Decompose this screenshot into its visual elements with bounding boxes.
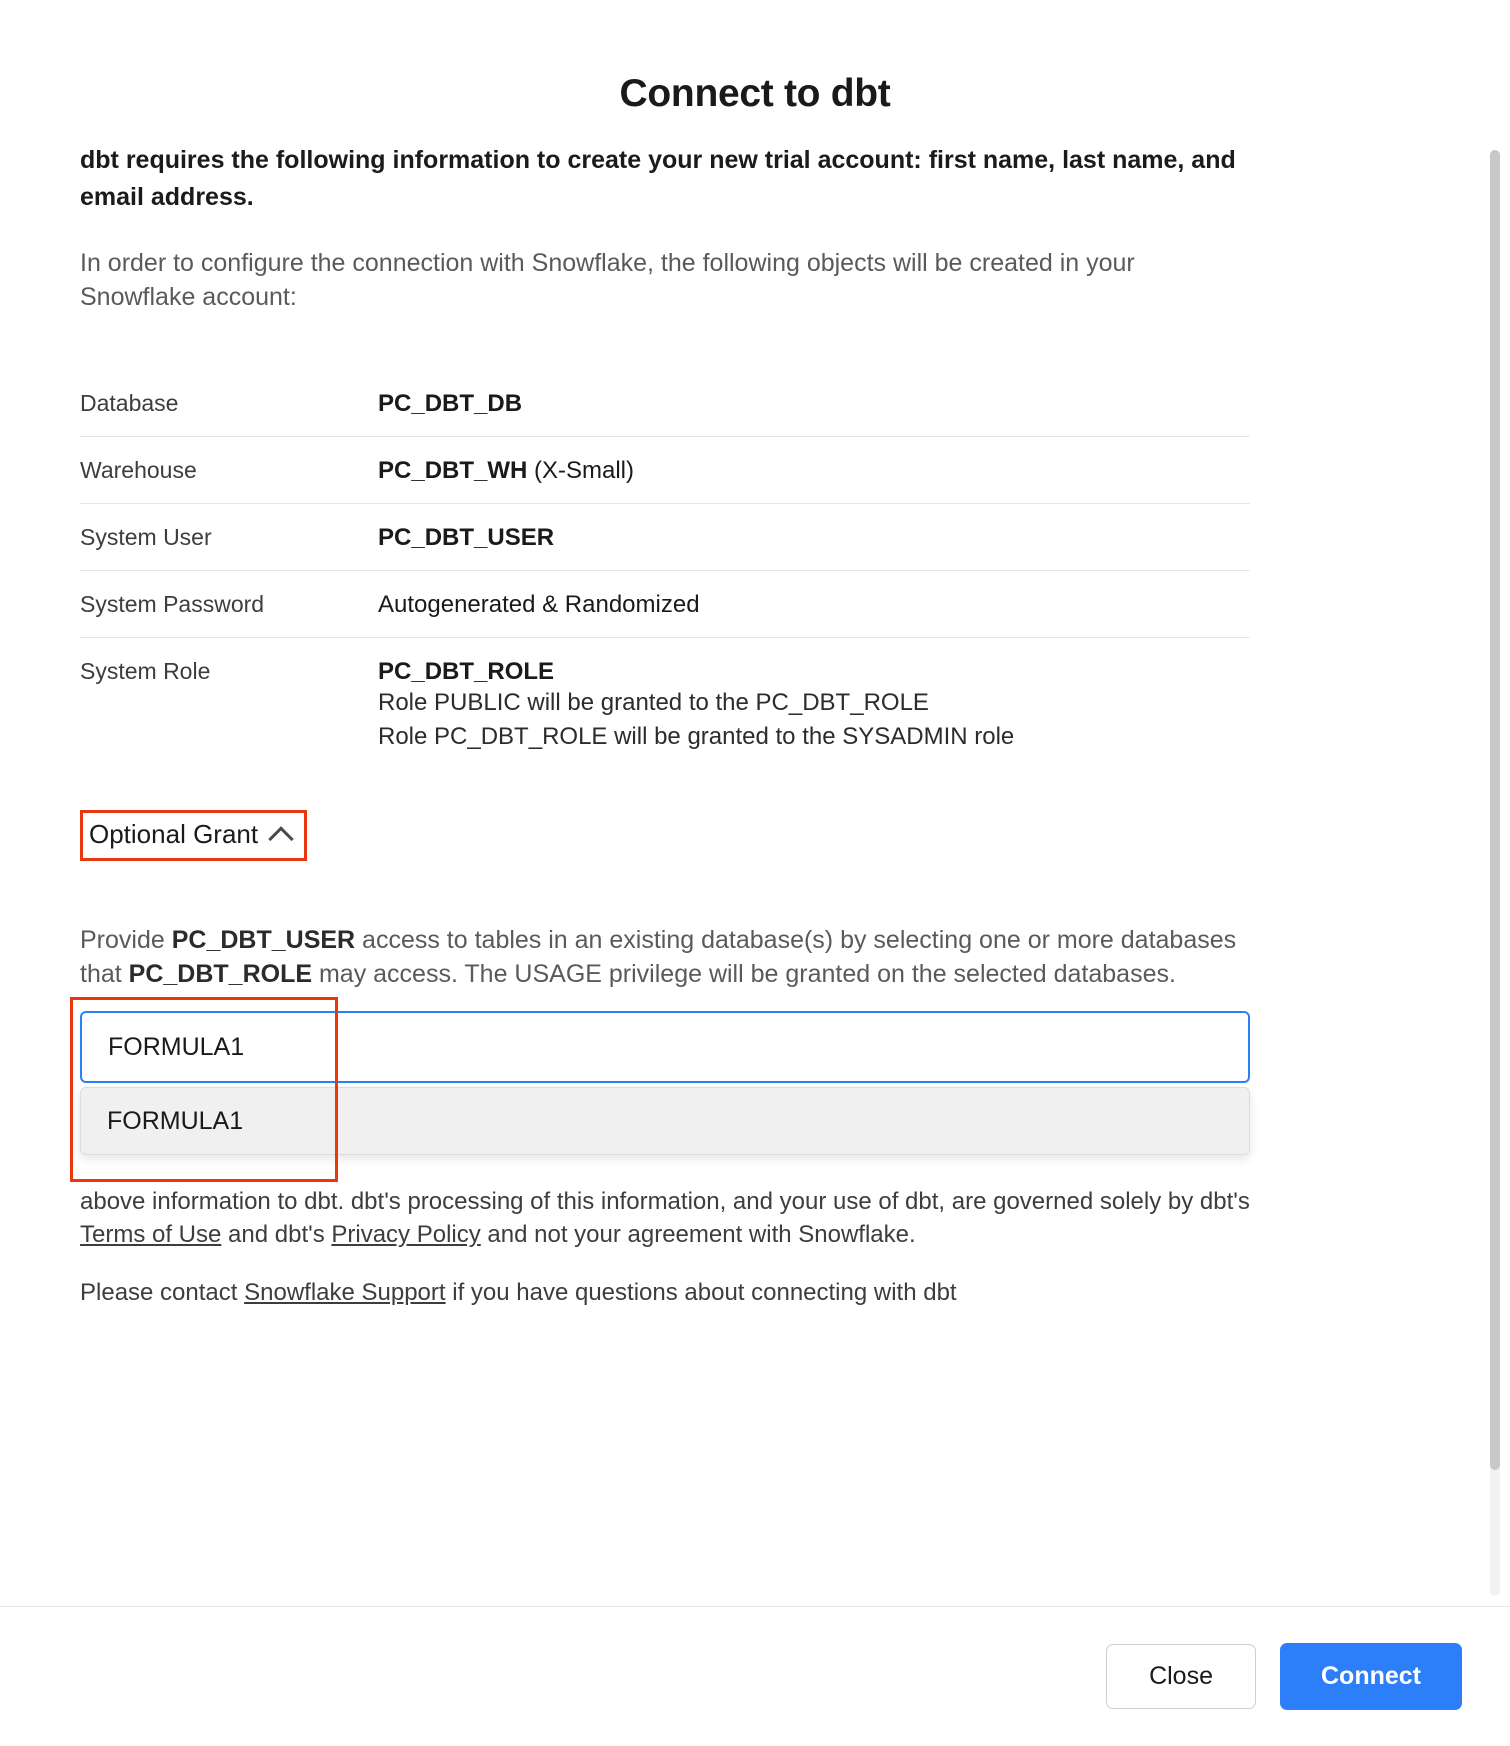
legal-prefix: above information to dbt. dbt's processing of this information, and your use of dbt, are governed solely by dbt's (80, 1188, 1250, 1215)
optional-grant-label: Optional Grant (89, 819, 259, 849)
legal-middle: and dbt's (221, 1221, 332, 1248)
table-row (80, 638, 1250, 773)
dialog-body (0, 142, 1510, 1606)
row-value-warehouse (378, 437, 1250, 504)
legal-suffix: and not your agreement with Snowflake. (480, 1221, 916, 1248)
system-role-value: PC_DBT_ROLE (378, 658, 555, 685)
contact-support-text (80, 1279, 1430, 1307)
warehouse-value: PC_DBT_WH (378, 457, 528, 484)
table-row (80, 370, 1250, 437)
scrollbar-track[interactable] (1490, 150, 1500, 1596)
dropdown-option-formula1[interactable]: FORMULA1 (81, 1088, 1249, 1154)
contact-prefix: Please contact (80, 1279, 245, 1306)
legal-text (80, 1185, 1255, 1251)
database-select-area (80, 1011, 1250, 1155)
intro-configuration-text: In order to configure the connection with Snowflake, the following objects will be created in your Snowflake account: (80, 249, 1135, 311)
grant-desc-part2: access to tables in an existing database(s) by selecting one or more databases that (80, 926, 1237, 988)
row-label-system-password: System Password (80, 571, 378, 638)
intro-requirements-text: dbt requires the following information to create your new trial account: first name, last name, and email address. (80, 146, 1236, 211)
optional-grant-toggle[interactable] (89, 819, 290, 850)
snowflake-support-link[interactable]: Snowflake Support (244, 1279, 446, 1306)
page-title: Connect to dbt (619, 72, 891, 115)
chevron-up-icon (268, 826, 293, 851)
row-value-database (378, 370, 1250, 437)
terms-of-use-link[interactable]: Terms of Use (80, 1221, 222, 1248)
role-note-public: Role PUBLIC will be granted to the PC_DBT_ROLE (378, 689, 929, 716)
optional-grant-description (80, 923, 1250, 991)
objects-table (80, 370, 1250, 772)
dialog-footer (0, 1606, 1510, 1746)
system-password-value: Autogenerated & Randomized (378, 591, 700, 618)
row-label-warehouse: Warehouse (80, 437, 378, 504)
row-label-database: Database (80, 370, 378, 437)
contact-suffix: if you have questions about connecting with dbt (445, 1279, 957, 1306)
grant-desc-part3: may access. The USAGE privilege will be granted on the selected databases. (312, 960, 1176, 988)
grant-desc-role: PC_DBT_ROLE (128, 960, 313, 988)
connect-button[interactable]: Connect (1280, 1643, 1462, 1710)
database-value: PC_DBT_DB (378, 390, 523, 417)
close-button[interactable]: Close (1106, 1644, 1256, 1709)
row-label-system-role: System Role (80, 658, 211, 684)
database-select-input[interactable]: FORMULA1 (80, 1011, 1250, 1083)
role-note-sysadmin: Role PC_DBT_ROLE will be granted to the SYSADMIN role (378, 723, 1015, 750)
database-select-dropdown (80, 1087, 1250, 1155)
row-value-system-password (378, 571, 1250, 638)
row-value-system-user (378, 504, 1250, 571)
row-label-system-user: System User (80, 504, 378, 571)
table-row (80, 437, 1250, 504)
scrollbar-thumb[interactable] (1490, 150, 1500, 1470)
privacy-policy-link[interactable]: Privacy Policy (331, 1221, 481, 1248)
system-user-value: PC_DBT_USER (378, 524, 555, 551)
warehouse-size: (X-Small) (527, 457, 635, 484)
table-row (80, 571, 1250, 638)
row-value-system-role (378, 638, 1250, 773)
grant-desc-part1: Provide (80, 926, 172, 954)
grant-desc-user: PC_DBT_USER (171, 926, 356, 954)
optional-grant-highlight (80, 810, 307, 861)
table-row (80, 504, 1250, 571)
